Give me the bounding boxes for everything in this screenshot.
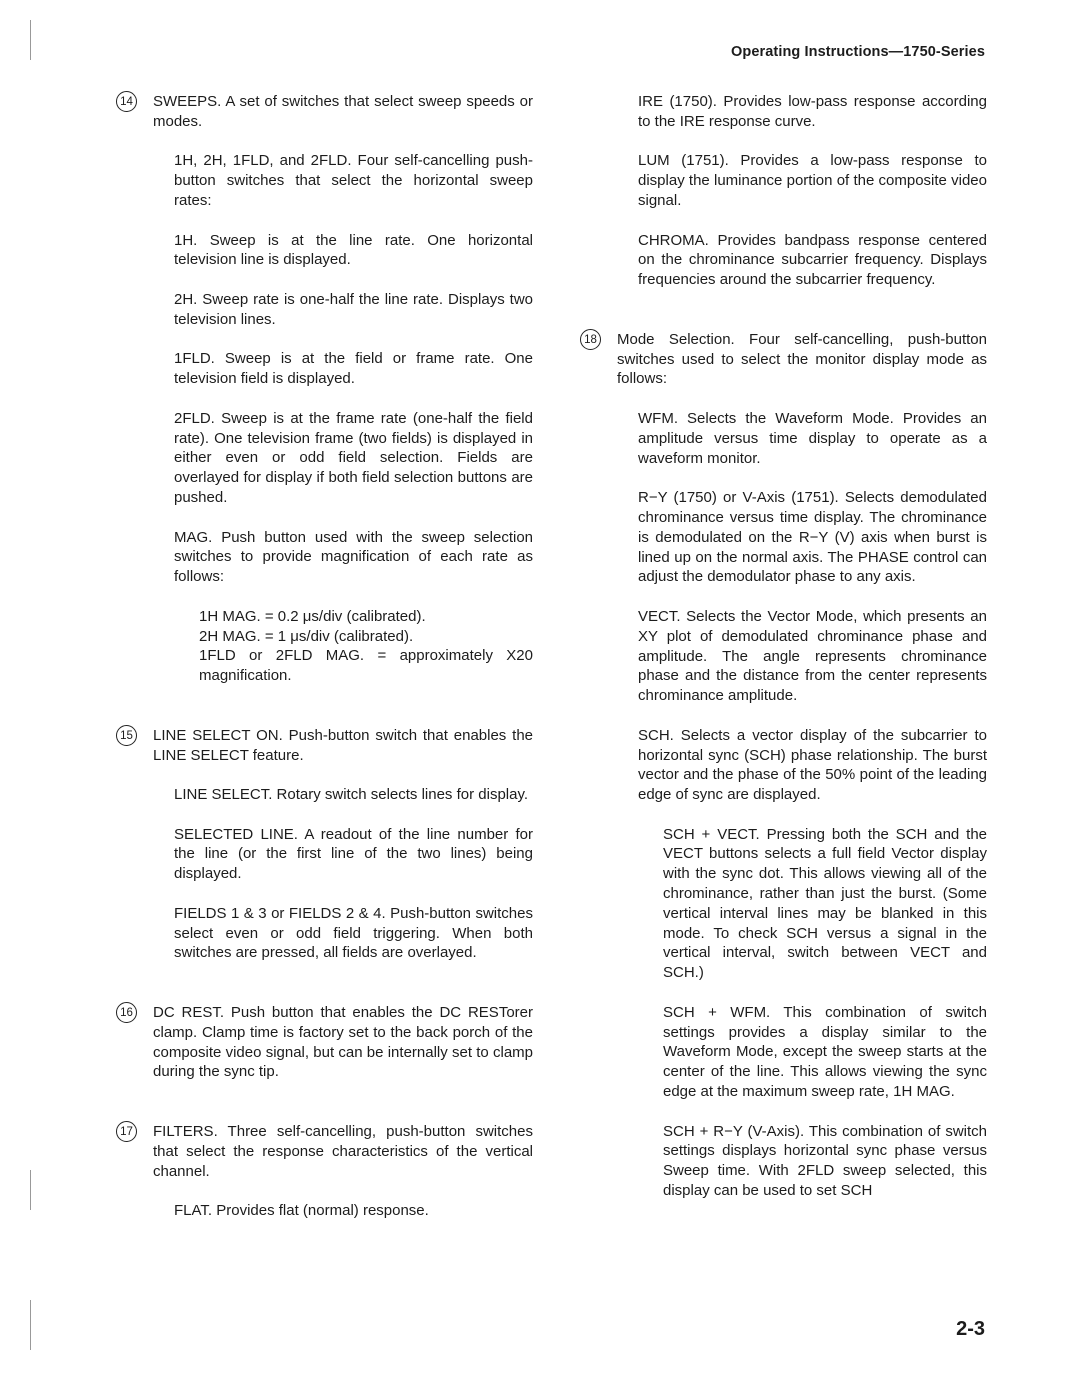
- paragraph: WFM. Selects the Waveform Mode. Provides an amplitude versus time display to operate as a waveform monitor.: [638, 409, 987, 467]
- item-intro: FILTERS. Three self-cancelling, push-button switches that select the response characteristics of the vertical channel.: [153, 1123, 533, 1180]
- item-number-badge: 16: [116, 1002, 137, 1023]
- right-column: [584, 92, 987, 1221]
- paragraph: FIELDS 1 & 3 or FIELDS 2 & 4. Push-button switches select even or odd field triggering. When both switches are pressed, all fields are overlayed.: [174, 904, 533, 962]
- paragraph: SCH + R−Y (V-Axis). This combination of switch settings displays horizontal sync phase versus Sweep time. With 2FLD sweep selected, this display can be used to set SCH: [663, 1122, 987, 1200]
- mag-list-item: 2H MAG. = 1 μs/div (calibrated).: [199, 627, 414, 645]
- paragraph: FLAT. Provides flat (normal) response.: [174, 1202, 429, 1220]
- binder-edge-mark: [30, 1170, 31, 1210]
- page-header: Operating Instructions—1750-Series: [730, 44, 985, 60]
- mag-list-item: 1H MAG. = 0.2 μs/div (calibrated).: [199, 607, 426, 625]
- paragraph: 1FLD. Sweep is at the field or frame rate. One television field is displayed.: [174, 350, 533, 388]
- item-intro: SWEEPS. A set of switches that select sweep speeds or modes.: [153, 93, 533, 130]
- item-16-dc-rest: [120, 1003, 533, 1082]
- paragraph: 1H. Sweep is at the line rate. One horizontal television line is displayed.: [174, 231, 533, 269]
- paragraph: 2H. Sweep rate is one-half the line rate. Displays two television lines.: [174, 290, 533, 328]
- paragraph: MAG. Push button used with the sweep selection switches to provide magnification of each rate as follows:: [174, 528, 533, 586]
- paragraph: SCH + VECT. Pressing both the SCH and the VECT buttons selects a full field Vector display with the sync dot. This allows viewing all of the chrominance, rather than just the burst. (Some vertical interval lines may be blanked in this mode. To check SCH versus a signal in the vertical interval, switch between VECT and SCH.): [663, 825, 987, 982]
- paragraph: IRE (1750). Provides low-pass response according to the IRE response curve.: [638, 93, 987, 130]
- item-14-sweeps: [120, 92, 533, 132]
- item-number-badge: 15: [116, 725, 137, 746]
- paragraph: R−Y (1750) or V-Axis (1751). Selects demodulated chrominance versus time display. The chrominance is demodulated on the R−Y (V) axis when burst is lined up on the normal axis. The PHASE control can adjust the demodulator phase to any axis.: [638, 489, 987, 586]
- paragraph: 1H, 2H, 1FLD, and 2FLD. Four self-cancelling push-button switches that select the horizontal sweep rates:: [174, 152, 533, 209]
- binder-edge-mark: [30, 1300, 31, 1350]
- item-17-filters: [120, 1122, 533, 1181]
- paragraph: SCH. Selects a vector display of the subcarrier to horizontal sync (SCH) phase relationship. The burst vector and the phase of the 50% point of the leading edge of sync are displayed.: [638, 726, 987, 804]
- page-number: 2-3: [956, 1318, 985, 1340]
- item-intro: DC REST. Push button that enables the DC RESTorer clamp. Clamp time is factory set to the back porch of the composite video signal, but can be internally set to clamp during the sync tip.: [153, 1004, 533, 1081]
- paragraph: SCH + WFM. This combination of switch settings provides a display similar to the Waveform Mode, except the sweep starts at the center of the line. This allows viewing the sync edge at the maximum sweep rate, 1H MAG.: [663, 1003, 987, 1101]
- mag-list-item: 1FLD or 2FLD MAG. = approximately X20 magnification.: [199, 647, 533, 685]
- mag-list: [199, 607, 533, 686]
- paragraph: SELECTED LINE. A readout of the line number for the line (or the first line of the two lines) being displayed.: [174, 825, 533, 883]
- item-number-badge: 14: [116, 91, 137, 112]
- item-intro: Mode Selection. Four self-cancelling, push-button switches used to select the monitor display mode as follows:: [617, 330, 987, 388]
- item-number-badge: 18: [580, 329, 601, 350]
- paragraph: LUM (1751). Provides a low-pass response to display the luminance portion of the composite video signal.: [638, 152, 987, 209]
- binder-edge-mark: [30, 20, 31, 60]
- paragraph: 2FLD. Sweep is at the frame rate (one-half the field rate). One television frame (two fields) is displayed in either even or odd field selection. Fields are overlayed for display if both field selection buttons are pushed.: [174, 409, 533, 506]
- left-column: [120, 92, 533, 1241]
- paragraph: LINE SELECT. Rotary switch selects lines for display.: [174, 786, 529, 804]
- item-intro: LINE SELECT ON. Push-button switch that enables the LINE SELECT feature.: [153, 726, 533, 764]
- item-15-line-select: [120, 726, 533, 766]
- paragraph: VECT. Selects the Vector Mode, which presents an XY plot of demodulated chrominance phase and amplitude. The angle represents chrominance phase and the distance from the center represents chrominance amplitude.: [638, 607, 987, 705]
- item-number-badge: 17: [116, 1121, 137, 1142]
- paragraph: CHROMA. Provides bandpass response centered on the chrominance subcarrier frequency. Displays frequencies around the subcarrier frequency.: [638, 231, 987, 289]
- item-18-mode-selection: [584, 330, 987, 389]
